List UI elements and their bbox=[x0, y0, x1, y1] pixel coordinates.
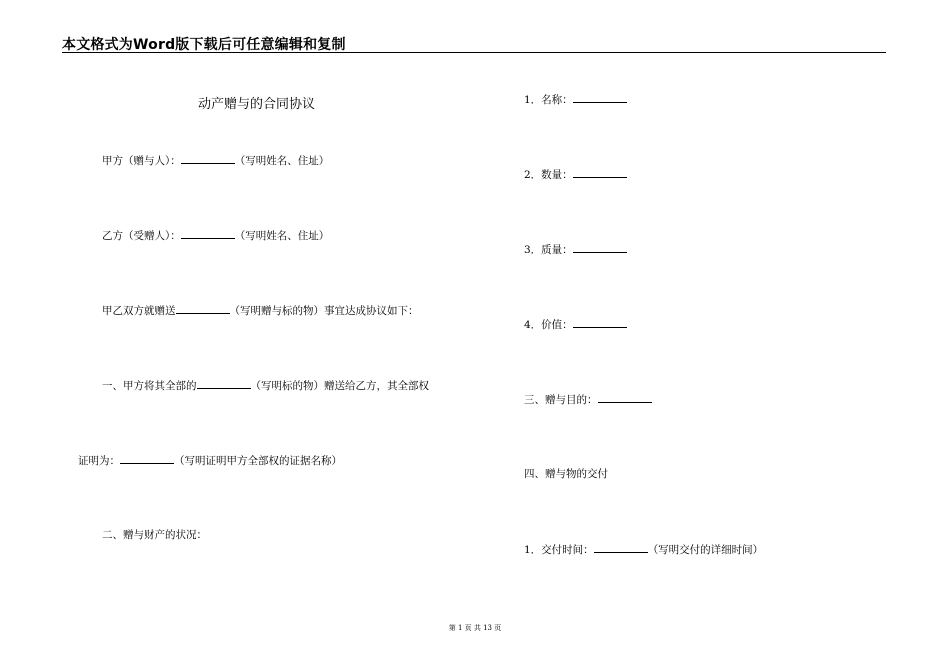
party-a-label: 甲方（赠与人）： bbox=[102, 155, 181, 167]
item-quantity-line bbox=[524, 167, 627, 182]
agreement-intro-label: 甲乙双方就赠送 bbox=[102, 305, 176, 317]
item-value-label: 4．价值： bbox=[524, 319, 573, 331]
delivery-time-note: （写明交付的详细时间） bbox=[647, 544, 764, 556]
ownership-proof-note: （写明证明甲方全部权的证据名称） bbox=[174, 455, 342, 467]
item-name-line bbox=[524, 92, 627, 107]
page-number: 第 1 页 共 13 页 bbox=[448, 624, 502, 632]
item-quantity-label: 2．数量： bbox=[524, 169, 573, 181]
item-value-blank[interactable] bbox=[573, 317, 627, 328]
clause-two-line bbox=[102, 528, 207, 542]
party-a-line bbox=[102, 153, 329, 168]
item-quality-label: 3．质量： bbox=[524, 244, 573, 256]
gift-purpose-blank[interactable] bbox=[598, 392, 652, 403]
clause-one-line bbox=[102, 378, 429, 393]
party-b-note: （写明姓名、住址） bbox=[234, 230, 330, 242]
item-name-label: 1．名称： bbox=[524, 94, 573, 106]
clause-one-note: （写明标的物）赠送给乙方，其全部权 bbox=[250, 380, 429, 392]
document-header: 本文格式为Word版下载后可任意编辑和复制 bbox=[62, 37, 346, 53]
document-title: 动产赠与的合同协议 bbox=[198, 97, 316, 112]
party-b-line bbox=[102, 228, 329, 243]
gift-subject-blank[interactable] bbox=[176, 303, 230, 314]
agreement-intro-note: （写明赠与标的物）事宜达成协议如下： bbox=[229, 305, 419, 317]
ownership-proof-line bbox=[78, 453, 342, 468]
item-value-line bbox=[524, 317, 627, 332]
ownership-proof-label: 证明为： bbox=[78, 455, 120, 467]
party-a-blank[interactable] bbox=[181, 153, 235, 164]
clause-four-label: 四、赠与物的交付 bbox=[524, 468, 608, 480]
gift-object-blank[interactable] bbox=[197, 378, 251, 389]
gift-purpose-line bbox=[524, 392, 652, 407]
clause-four-line bbox=[524, 467, 608, 481]
agreement-intro-line bbox=[102, 303, 419, 318]
item-quality-blank[interactable] bbox=[573, 242, 627, 253]
header-divider bbox=[62, 52, 886, 53]
delivery-time-line bbox=[524, 542, 763, 557]
delivery-time-blank[interactable] bbox=[594, 542, 648, 553]
delivery-time-label: 1．交付时间： bbox=[524, 544, 594, 556]
ownership-proof-blank[interactable] bbox=[120, 453, 174, 464]
item-quantity-blank[interactable] bbox=[573, 167, 627, 178]
item-name-blank[interactable] bbox=[573, 92, 627, 103]
party-a-note: （写明姓名、住址） bbox=[234, 155, 330, 167]
clause-two-label: 二、赠与财产的状况： bbox=[102, 529, 207, 541]
item-quality-line bbox=[524, 242, 627, 257]
party-b-blank[interactable] bbox=[181, 228, 235, 239]
gift-purpose-label: 三、赠与目的： bbox=[524, 394, 598, 406]
party-b-label: 乙方（受赠人）： bbox=[102, 230, 181, 242]
clause-one-label: 一、甲方将其全部的 bbox=[102, 380, 197, 392]
